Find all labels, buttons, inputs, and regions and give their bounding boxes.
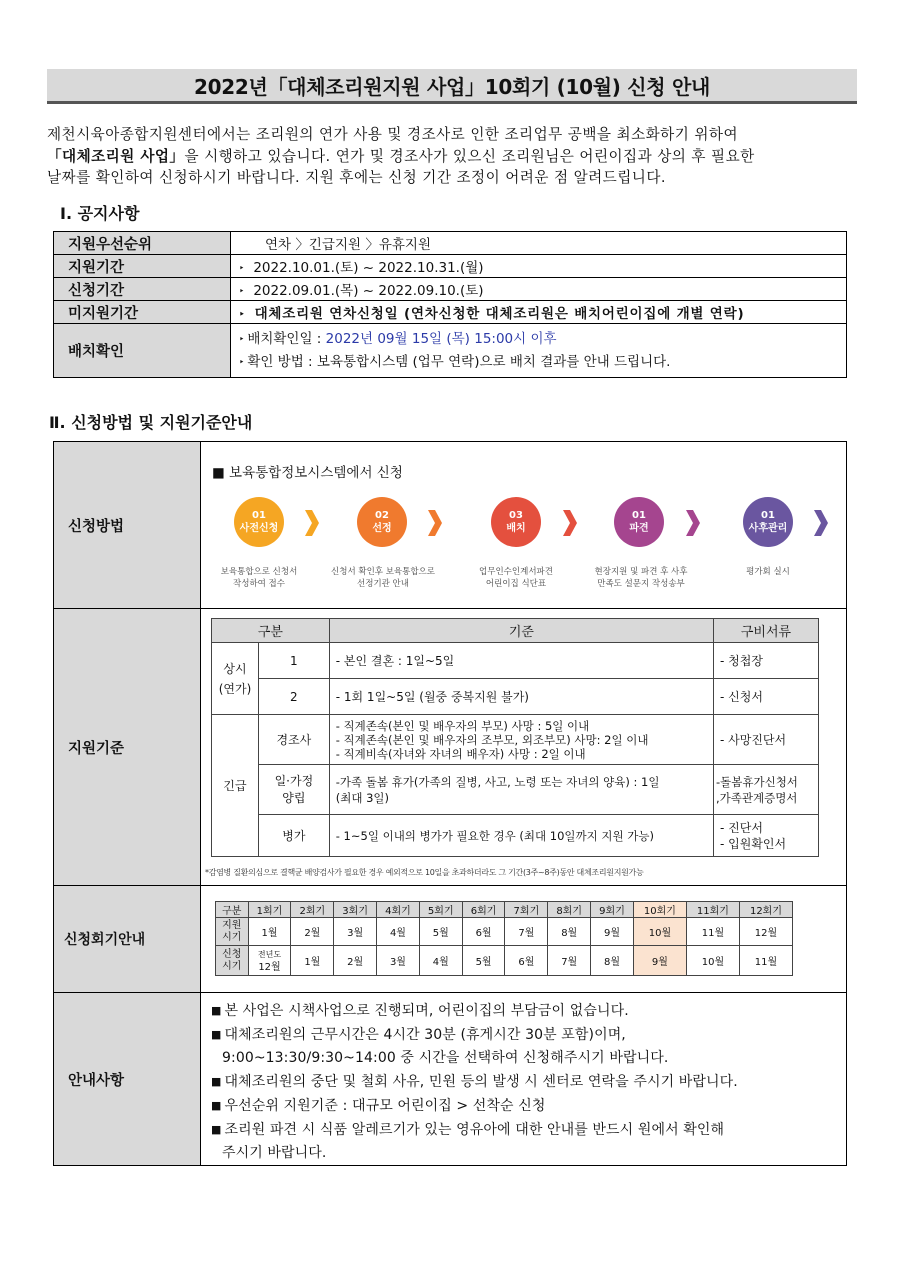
note-1-text: 본 사업은 시책사업으로 진행되며, 어린이집의 부담금이 없습니다. <box>224 1003 629 1019</box>
step-4-num: 01 <box>632 510 646 521</box>
bullet-icon: ‣ <box>239 357 245 368</box>
urgent-2-desc <box>329 765 713 815</box>
urgent-3-kind: 병가 <box>259 815 330 857</box>
notice-row-no-support <box>54 301 847 324</box>
urgent-1-desc-line2: - 직계존속(본인 및 배우자의 조부모, 외조부모) 사망: 2일 이내 <box>335 732 649 747</box>
step-1-caption-line1: 보육통합으로 신청서 <box>220 567 298 577</box>
step-5-caption-line1: 평가회 실시 <box>746 567 790 577</box>
step-1-badge <box>234 497 284 547</box>
step-3-num: 03 <box>509 510 523 521</box>
priority-value: 연차 〉긴급지원 〉유휴지원 <box>231 232 847 255</box>
schedule-support-cell: 6월 <box>462 918 505 946</box>
regular-2-doc: - 신청서 <box>714 679 819 715</box>
bullet-icon: ‣ <box>239 264 245 274</box>
note-2-text: 대체조리원의 근무시간은 4시간 30분 (휴게시간 30분 포함)이며, <box>224 1027 626 1043</box>
step-2-num: 02 <box>375 510 389 521</box>
priority-label: 지원우선순위 <box>54 232 231 255</box>
schedule-support-cell: 11월 <box>686 918 739 946</box>
urgent-2-doc-line1: -돌봄휴가신청서 <box>716 774 798 789</box>
schedule-apply-cell: 9월 <box>633 946 686 976</box>
main-table <box>53 441 847 1166</box>
urgent-3-doc <box>714 815 819 857</box>
apply-period-value: 2022.09.01.(목) ~ 2022.09.10.(토) <box>253 283 484 299</box>
regular-1-doc: - 청첩장 <box>714 643 819 679</box>
note-3 <box>211 1070 846 1094</box>
method-cell <box>201 442 847 609</box>
note-3-text: 대체조리원의 중단 및 철회 사유, 민원 등의 발생 시 센터로 연락을 주시기 바랍니다. <box>224 1074 738 1090</box>
criteria-cell <box>201 609 847 886</box>
confirm-method: 확인 방법 : 보육통합시스템 (업무 연락)으로 배치 결과를 안내 드립니다. <box>247 353 671 370</box>
step-2-caption <box>319 566 447 590</box>
urgent-2-doc <box>714 765 819 815</box>
step-5-name: 사후관리 <box>748 523 788 534</box>
regular-label: 상시 (연가) <box>212 643 259 715</box>
schedule-apply-cell: 7월 <box>548 946 591 976</box>
step-4-badge <box>614 497 664 547</box>
regular-1-no: 1 <box>259 643 330 679</box>
square-bullet-icon: ■ <box>211 1099 222 1112</box>
method-head: ■ 보육통합정보시스템에서 신청 <box>212 465 403 481</box>
urgent-1-doc: - 사망진단서 <box>714 715 819 765</box>
intro-paragraph <box>47 124 859 189</box>
step-2-caption-line1: 신청서 확인후 보육통합으로 <box>331 567 435 577</box>
schedule-header-cell: 1회기 <box>248 902 291 918</box>
schedule-support-cell: 3월 <box>334 918 377 946</box>
criteria-header-standard: 기준 <box>329 619 713 643</box>
step-1-caption-line2: 작성하여 접수 <box>233 579 285 589</box>
schedule-support-cell: 5월 <box>419 918 462 946</box>
step-1-caption <box>209 566 309 590</box>
square-bullet-icon: ■ <box>211 1028 222 1041</box>
chevron-right-icon <box>305 510 319 536</box>
schedule-header-cell: 9회기 <box>591 902 634 918</box>
criteria-label: 지원기준 <box>54 609 201 886</box>
section2-heading: Ⅱ. 신청방법 및 지원기준안내 <box>49 413 253 432</box>
schedule-apply-cell: 6월 <box>505 946 548 976</box>
urgent-2-doc-line2: ,가족관계증명서 <box>716 790 798 805</box>
note-2b <box>211 1047 846 1070</box>
step-1-name: 사전신청 <box>239 523 279 534</box>
urgent-1-kind: 경조사 <box>259 715 330 765</box>
no-support-label: 미지원기간 <box>54 301 231 324</box>
schedule-apply-cell: 5월 <box>462 946 505 976</box>
criteria-table <box>211 618 819 857</box>
urgent-2-kind: 일·가정 양립 <box>259 765 330 815</box>
schedule-support-cell: 7월 <box>505 918 548 946</box>
notice-row-confirm <box>54 324 847 378</box>
step-2-badge <box>357 497 407 547</box>
chevron-right-icon <box>563 510 577 536</box>
schedule-header-cell: 5회기 <box>419 902 462 918</box>
schedule-header-cell: 12회기 <box>739 902 792 918</box>
chevron-right-icon <box>428 510 442 536</box>
note-2b-text: 9:00~13:30/9:30~14:00 중 시간을 선택하여 신청해주시기 바랍니다. <box>222 1050 669 1066</box>
regular-2-no: 2 <box>259 679 330 715</box>
square-bullet-icon: ■ <box>211 1004 222 1017</box>
apply-period-label: 신청기간 <box>54 278 231 301</box>
urgent-3-doc-line2: - 입원확인서 <box>720 836 787 851</box>
intro-line-3: 날짜를 확인하여 신청하시기 바랍니다. 지원 후에는 신청 기간 조정이 어려운 점 알려드립니다. <box>47 169 666 186</box>
schedule-apply-first-bottom: 12월 <box>258 961 281 973</box>
step-4-caption-line2: 만족도 설문지 작성송부 <box>597 579 685 589</box>
step-3-caption-line1: 업무인수인계서파견 <box>479 567 553 577</box>
schedule-support-cell: 4월 <box>377 918 420 946</box>
urgent-3-doc-line1: - 진단서 <box>720 820 763 835</box>
confirm-date-prefix: 배치확인일 : <box>247 330 326 347</box>
criteria-row <box>54 609 847 886</box>
schedule-apply-cell: 4월 <box>419 946 462 976</box>
step-4-name: 파견 <box>629 523 649 534</box>
schedule-apply-first <box>248 946 291 976</box>
intro-line-2: 을 시행하고 있습니다. 연가 및 경조사가 있으신 조리원님은 어린이집과 상의 후 필요한 <box>184 147 755 165</box>
schedule-header-cell: 6회기 <box>462 902 505 918</box>
schedule-support-cell: 9월 <box>591 918 634 946</box>
chevron-right-icon <box>686 510 700 536</box>
schedule-support-cell: 2월 <box>291 918 334 946</box>
schedule-label: 신청회기안내 <box>54 886 201 993</box>
support-period-value: 2022.10.01.(토) ~ 2022.10.31.(월) <box>253 260 484 276</box>
note-4 <box>211 1094 846 1118</box>
schedule-header-cell: 11회기 <box>686 902 739 918</box>
note-5b-text: 주시기 바랍니다. <box>222 1145 327 1161</box>
notice-row-apply-period <box>54 278 847 301</box>
bullet-icon: ‣ <box>239 287 245 297</box>
schedule-header-cell: 4회기 <box>377 902 420 918</box>
note-1 <box>211 999 846 1023</box>
no-support-value: 대체조리원 연차신청일 (연차신청한 대체조리원은 배치어린이집에 개별 연락) <box>254 306 745 322</box>
step-5-num: 01 <box>761 510 775 521</box>
criteria-header-docs: 구비서류 <box>714 619 819 643</box>
schedule-support-cell: 1월 <box>248 918 291 946</box>
step-3-name: 배치 <box>506 523 526 534</box>
step-3-caption <box>466 566 566 590</box>
note-5 <box>211 1118 846 1142</box>
urgent-1-desc-line1: - 직계존속(본인 및 배우자의 부모) 사망 : 5일 이내 <box>335 718 590 733</box>
chevron-right-icon <box>814 510 828 536</box>
schedule-header-cell: 10회기 <box>633 902 686 918</box>
step-2-name: 선정 <box>372 523 392 534</box>
criteria-footnote: *감염병 질환의심으로 결핵균 배양검사가 필요한 경우 예외적으로 10일을 초과하더라도 그 기간(3주~8주)동안 대체조리원지원가능 <box>205 868 644 877</box>
schedule-apply-cell: 10월 <box>686 946 739 976</box>
square-bullet-icon: ■ <box>211 1075 222 1088</box>
regular-1-desc: - 본인 결혼 : 1일~5일 <box>329 643 713 679</box>
schedule-apply-first-top: 전년도 <box>257 949 282 959</box>
step-4-caption <box>581 566 701 590</box>
schedule-header-cell: 7회기 <box>505 902 548 918</box>
notes-cell <box>201 993 847 1166</box>
regular-2-desc: - 1회 1일~5일 (월중 중복지원 불가) <box>329 679 713 715</box>
schedule-apply-cell: 11월 <box>739 946 792 976</box>
criteria-header-kind: 구분 <box>212 619 330 643</box>
schedule-apply-label: 신청 시기 <box>216 946 249 976</box>
urgent-3-desc: - 1~5일 이내의 병가가 필요한 경우 (최대 10일까지 지원 가능) <box>329 815 713 857</box>
schedule-support-cell: 12월 <box>739 918 792 946</box>
intro-line-1: 제천시육아종합지원센터에서는 조리원의 연가 사용 및 경조사로 인한 조리업무 공백을 최소화하기 위하여 <box>47 126 738 143</box>
schedule-apply-cell: 8월 <box>591 946 634 976</box>
schedule-table <box>215 901 793 976</box>
step-3-caption-line2: 어린이집 식단표 <box>485 579 547 589</box>
note-4-text: 우선순위 지원기준 : 대규모 어린이집 > 선착순 신청 <box>224 1098 546 1114</box>
square-bullet-icon: ■ <box>211 1123 222 1136</box>
method-row <box>54 442 847 609</box>
schedule-cell <box>201 886 847 993</box>
note-5-text: 조리원 파견 시 식품 알레르기가 있는 영유아에 대한 안내를 반드시 원에서 확인해 <box>224 1122 725 1138</box>
urgent-2-desc-line2: (최대 3일) <box>335 790 390 805</box>
schedule-apply-cell: 1월 <box>291 946 334 976</box>
schedule-header-cell: 3회기 <box>334 902 377 918</box>
bullet-icon: ‣ <box>239 334 245 345</box>
page-title <box>47 69 857 104</box>
section1-heading: Ⅰ. 공지사항 <box>60 204 140 223</box>
step-5-caption <box>718 566 818 578</box>
schedule-apply-cell: 3월 <box>377 946 420 976</box>
schedule-header-cell: 구분 <box>216 902 249 918</box>
bullet-icon: ‣ <box>239 310 246 320</box>
notes-label: 안내사항 <box>54 993 201 1166</box>
urgent-1-desc <box>329 715 713 765</box>
urgent-2-desc-line1: -가족 돌봄 휴가(가족의 질병, 사고, 노령 또는 자녀의 양육) : 1일 <box>335 774 660 789</box>
support-period-label: 지원기간 <box>54 255 231 278</box>
note-5b <box>211 1142 846 1165</box>
schedule-header-cell: 2회기 <box>291 902 334 918</box>
confirm-label: 배치확인 <box>54 324 231 378</box>
schedule-header-cell: 8회기 <box>548 902 591 918</box>
page-title-text: 2022년「대체조리원지원 사업」10회기 (10월) 신청 안내 <box>193 74 710 99</box>
schedule-support-label: 지원 시기 <box>216 918 249 946</box>
notice-row-support-period <box>54 255 847 278</box>
notice-table <box>53 231 847 378</box>
method-label: 신청방법 <box>54 442 201 609</box>
urgent-1-desc-line3: - 직계비속(자녀와 자녀의 배우자) 사망 : 2일 이내 <box>335 746 586 761</box>
urgent-label: 긴급 <box>212 715 259 857</box>
intro-program-name: 「대체조리원 사업」 <box>47 147 185 165</box>
step-2-caption-line2: 선정기관 안내 <box>357 579 409 589</box>
step-5-badge <box>743 497 793 547</box>
schedule-support-cell: 10월 <box>633 918 686 946</box>
step-3-badge <box>491 497 541 547</box>
step-1-num: 01 <box>252 510 266 521</box>
schedule-support-cell: 8월 <box>548 918 591 946</box>
confirm-date-value: 2022년 09월 15일 (목) 15:00시 이후 <box>325 330 557 347</box>
notes-row <box>54 993 847 1166</box>
schedule-apply-cell: 2월 <box>334 946 377 976</box>
notice-row-priority <box>54 232 847 255</box>
step-4-caption-line1: 현장지원 및 파견 후 사후 <box>594 567 688 577</box>
note-2 <box>211 1023 846 1047</box>
schedule-row <box>54 886 847 993</box>
